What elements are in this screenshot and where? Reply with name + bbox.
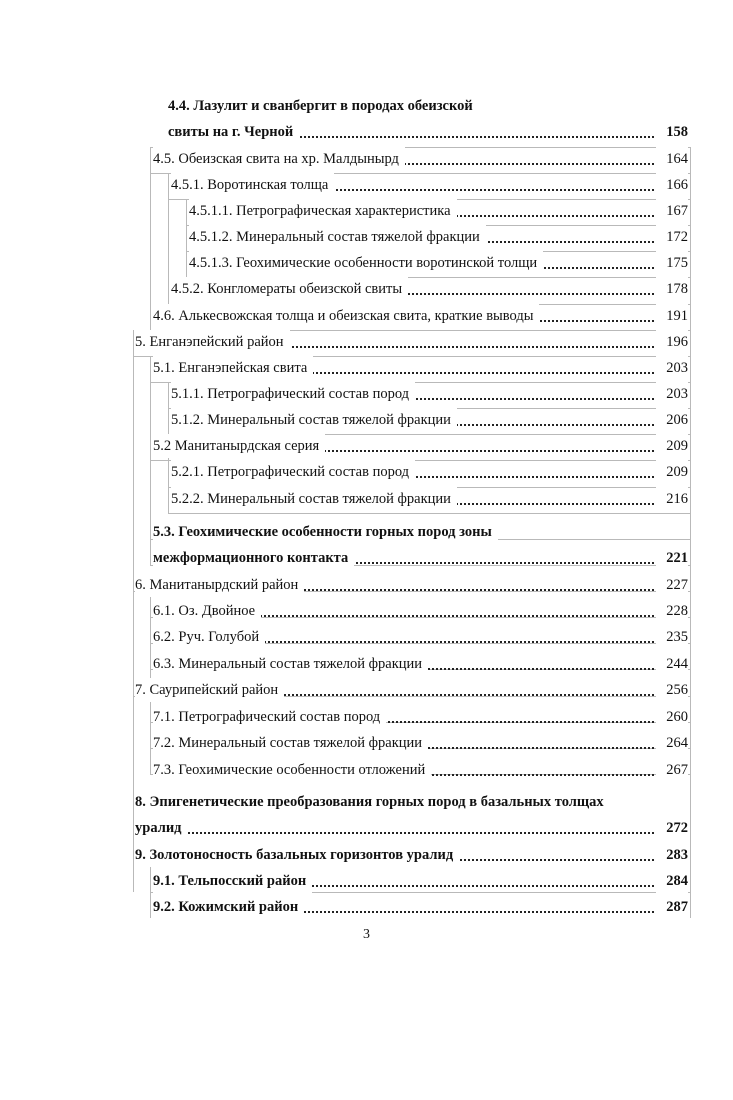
toc-entry-title: 8. Эпигенетические преобразования горных пород в базальных толщах xyxy=(135,790,610,814)
toc-entry xyxy=(171,173,688,197)
toc-entry-page: 172 xyxy=(656,225,688,249)
toc-entry-title: 6.1. Оз. Двойное xyxy=(153,599,261,623)
toc-entry-title: 9.1. Тельпосский район xyxy=(153,869,312,893)
toc-entry xyxy=(153,895,688,919)
toc-entry-title: 4.5. Обеизская свита на хр. Малдынырд xyxy=(153,147,405,171)
toc-entry-page: 158 xyxy=(656,120,688,144)
toc-entry xyxy=(153,652,688,676)
toc-entry-title: 5.3. Геохимические особенности горных пород зоны xyxy=(153,520,498,544)
toc-entry xyxy=(135,790,688,814)
toc-entry xyxy=(153,546,688,570)
toc-entry-page: 244 xyxy=(656,652,688,676)
toc-entry-title: 5.2.1. Петрографический состав пород xyxy=(171,460,415,484)
toc-entry-page: 235 xyxy=(656,625,688,649)
toc-entry-title: 4.5.1.1. Петрографическая характеристика xyxy=(189,199,457,223)
toc-entry xyxy=(171,382,688,406)
toc-entry xyxy=(171,277,688,301)
toc-entry-page: 196 xyxy=(656,330,688,354)
toc-entry-title: 4.5.2. Конгломераты обеизской свиты xyxy=(171,277,408,301)
dot-leader xyxy=(135,832,654,834)
toc-entry-title: 4.4. Лазулит и сванбергит в породах обеизской xyxy=(168,94,479,118)
toc-entry xyxy=(135,330,688,354)
grid-line xyxy=(150,696,151,774)
toc-entry xyxy=(153,625,688,649)
toc-entry-page: 256 xyxy=(656,678,688,702)
toc-entry xyxy=(153,705,688,729)
toc-entry-page: 167 xyxy=(656,199,688,223)
grid-line xyxy=(168,173,169,304)
toc-entry-title: 9.2. Кожимский район xyxy=(153,895,304,919)
toc-entry xyxy=(189,199,688,223)
toc-entry xyxy=(189,225,688,249)
grid-line xyxy=(690,147,691,918)
toc-entry-title: 6.3. Минеральный состав тяжелой фракции xyxy=(153,652,428,676)
toc-entry-title: 5.2.2. Минеральный состав тяжелой фракции xyxy=(171,487,457,511)
toc-entry-title: 5.1.2. Минеральный состав тяжелой фракции xyxy=(171,408,457,432)
toc-entry xyxy=(168,120,688,144)
toc-entry-title: 7. Саурипейский район xyxy=(135,678,284,702)
toc-entry xyxy=(171,460,688,484)
toc-entry-page: 228 xyxy=(656,599,688,623)
toc-entry-page: 283 xyxy=(656,843,688,867)
toc-entry-title: 5.2 Манитанырдская серия xyxy=(153,434,325,458)
toc-entry-page: 227 xyxy=(656,573,688,597)
grid-line xyxy=(186,199,187,277)
toc-entry-page: 287 xyxy=(656,895,688,919)
toc-entry xyxy=(135,843,688,867)
toc-entry-page: 284 xyxy=(656,869,688,893)
toc-entry-page: 209 xyxy=(656,434,688,458)
toc-entry-page: 209 xyxy=(656,460,688,484)
toc-entry-title: 5.1. Енганэпейская свита xyxy=(153,356,313,380)
toc-entry-page: 164 xyxy=(656,147,688,171)
page-number: 3 xyxy=(363,927,370,942)
toc-entry-page: 175 xyxy=(656,251,688,275)
toc-entry xyxy=(171,408,688,432)
toc-entry-page: 272 xyxy=(656,816,688,840)
toc-entry xyxy=(153,758,688,782)
toc-entry xyxy=(153,520,688,544)
toc-entry xyxy=(153,599,688,623)
toc-entry-page: 264 xyxy=(656,731,688,755)
grid-line xyxy=(168,513,690,514)
toc-entry-title: 4.5.1.3. Геохимические особенности воротинской толщи xyxy=(189,251,543,275)
toc-entry xyxy=(153,434,688,458)
grid-line xyxy=(150,356,151,565)
toc-entry-title: 9. Золотоносность базальных горизонтов уралид xyxy=(135,843,459,867)
toc-entry xyxy=(135,573,688,597)
toc-entry-title: свиты на г. Черной xyxy=(168,120,299,144)
toc-entry xyxy=(135,678,688,702)
toc-entry xyxy=(189,251,688,275)
toc-entry xyxy=(153,304,688,328)
toc-entry-title: 7.2. Минеральный состав тяжелой фракции xyxy=(153,731,428,755)
toc-entry-page: 166 xyxy=(656,173,688,197)
toc-entry-title: 4.5.1.2. Минеральный состав тяжелой фракции xyxy=(189,225,486,249)
toc-entry-title: 4.6. Алькесвожская толща и обеизская свита, краткие выводы xyxy=(153,304,539,328)
toc-entry-page: 221 xyxy=(656,546,688,570)
toc-entry-title: уралид xyxy=(135,816,188,840)
toc-entry-page: 178 xyxy=(656,277,688,301)
toc-entry xyxy=(153,356,688,380)
toc-entry-title: 7.1. Петрографический состав пород xyxy=(153,705,386,729)
toc-entry-title: 4.5.1. Воротинская толща xyxy=(171,173,334,197)
toc-entry-title: 5.1.1. Петрографический состав пород xyxy=(171,382,415,406)
toc-entry-page: 216 xyxy=(656,487,688,511)
toc-entry xyxy=(153,869,688,893)
toc-entry xyxy=(171,487,688,511)
toc-entry xyxy=(135,816,688,840)
toc-entry-title: 6. Манитанырдский район xyxy=(135,573,304,597)
toc-entry xyxy=(153,147,688,171)
toc-entry-page: 203 xyxy=(656,356,688,380)
toc-entry-page: 191 xyxy=(656,304,688,328)
toc-entry-title: 7.3. Геохимические особенности отложений xyxy=(153,758,431,782)
toc-entry-page: 206 xyxy=(656,408,688,432)
toc-entry xyxy=(153,731,688,755)
grid-line xyxy=(150,147,151,330)
grid-line xyxy=(133,330,134,892)
toc-entry-title: межформационного контакта xyxy=(153,546,354,570)
toc-entry xyxy=(168,94,688,118)
toc-entry-page: 267 xyxy=(656,758,688,782)
toc-entry-title: 6.2. Руч. Голубой xyxy=(153,625,265,649)
toc-entry-page: 203 xyxy=(656,382,688,406)
toc-entry-page: 260 xyxy=(656,705,688,729)
toc-entry-title: 5. Енганэпейский район xyxy=(135,330,290,354)
